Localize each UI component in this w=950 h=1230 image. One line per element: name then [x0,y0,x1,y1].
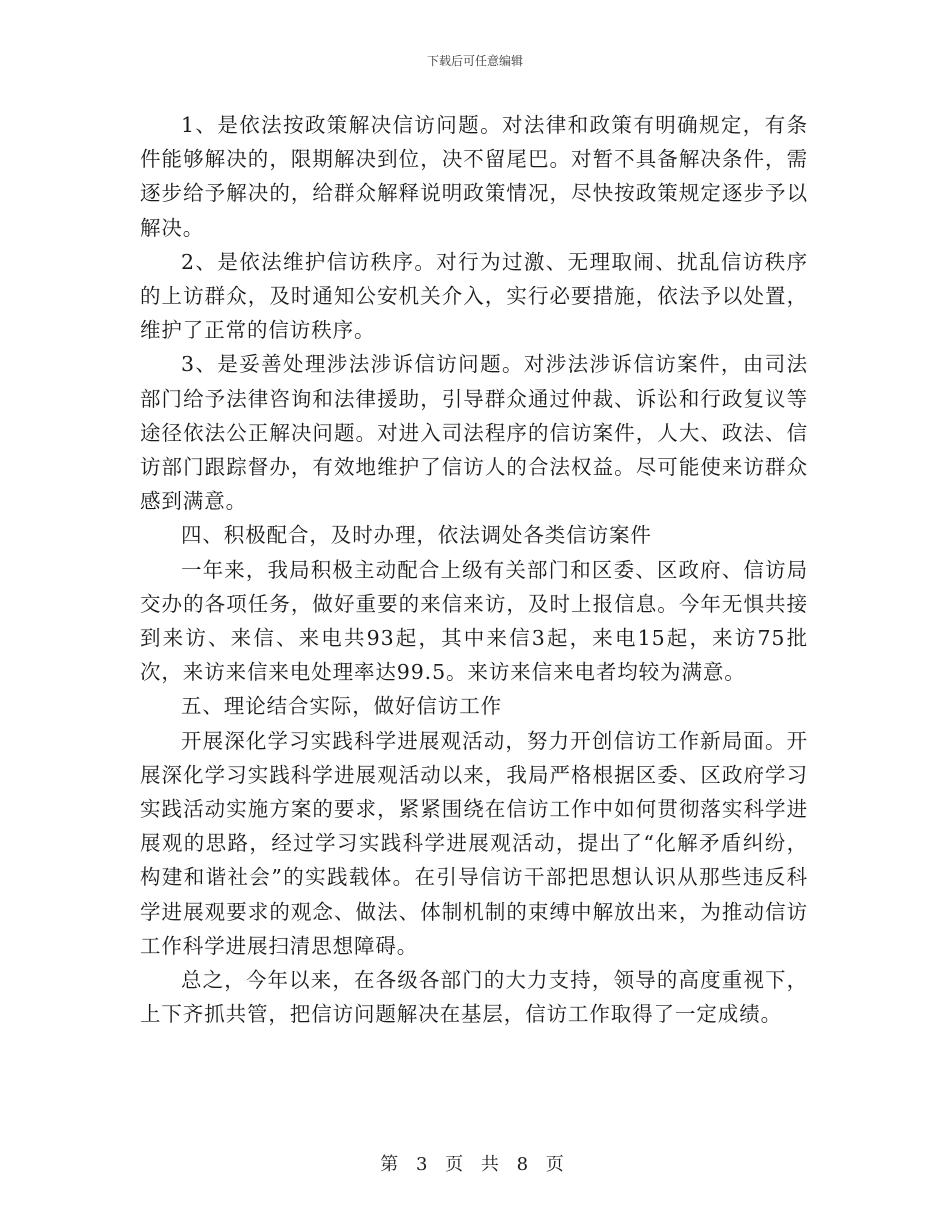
paragraph-lawful-policy: 1、是依法按政策解决信访问题。对法律和政策有明确规定，有条件能够解决的，限期解决到位，决不留尾巴。对暂不具备解决条件，需逐步给予解决的，给群众解释说明政策情况，尽快按政策规定逐步予以解决。 [140,113,808,240]
paragraph-conclusion: 总之，今年以来，在各级各部门的大力支持，领导的高度重视下，上下齐抓共管，把信访问题解决在基层，信访工作取得了一定成绩。 [140,968,808,1027]
document-body [140,108,808,1031]
section-heading-five: 五、理论结合实际，做好信访工作 [181,694,502,719]
paragraph-legal-petitions: 3、是妥善处理涉法涉诉信访问题。对涉法涉诉信访案件，由司法部门给予法律咨询和法律援助，引导群众通过仲裁、诉讼和行政复议等途径依法公正解决问题。对进入司法程序的信访案件，人大、政法、信访部门跟踪督办，有效地维护了信访人的合法权益。尽可能使来访群众感到满意。 [140,352,808,514]
paragraph-practice-activity: 开展深化学习实践科学进展观活动，努力开创信访工作新局面。开展深化学习实践科学进展观活动以来，我局严格根据区委、区政府学习实践活动实施方案的要求，紧紧围绕在信访工作中如何贯彻落实科学进展观的思路，经过学习实践科学进展观活动，提出了“化解矛盾纠纷，构建和谐社会”的实践载体。在引导信访干部把思想认识从那些违反科学进展观要求的观念、做法、体制机制的束缚中解放出来，为推动信访工作科学进展扫清思想障碍。 [140,728,808,958]
paragraph-petition-order: 2、是依法维护信访秩序。对行为过激、无理取闹、扰乱信访秩序的上访群众，及时通知公安机关介入，实行必要措施，依法予以处置，维护了正常的信访秩序。 [140,249,808,343]
page-header-note: 下载后可任意编辑 [426,54,523,68]
paragraph-year-summary: 一年来，我局积极主动配合上级有关部门和区委、区政府、信访局交办的各项任务，做好重要的来信来访，及时上报信息。今年无惧共接到来访、来信、来电共93起，其中来信3起，来电15起，来访75批次，来访来信来电处理率达99.5。来访来信来电者均较为满意。 [140,557,808,685]
page-number-footer: 第 3 页 共 8 页 [380,1154,570,1175]
section-heading-four: 四、积极配合，及时办理，依法调处各类信访案件 [181,523,652,548]
